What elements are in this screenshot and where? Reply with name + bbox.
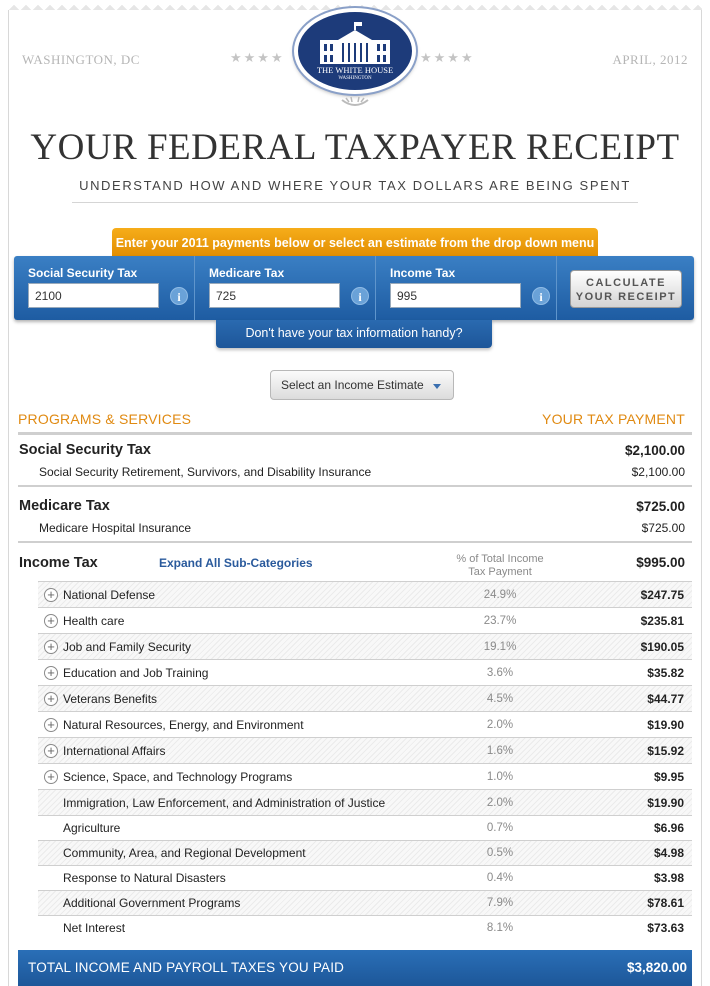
- category-name: Health care: [63, 613, 125, 628]
- category-amount: $3.98: [653, 871, 684, 885]
- social-security-section-amount: $2,100.00: [624, 443, 685, 458]
- percent-column-header: [438, 553, 562, 579]
- category-amount: $15.92: [647, 743, 684, 758]
- category-percent: 2.0%: [486, 796, 514, 809]
- total-bar: [18, 950, 692, 986]
- category-name: Net Interest: [63, 921, 126, 935]
- programs-column-header: PROGRAMS & SERVICES: [18, 411, 192, 427]
- category-percent: 0.5%: [486, 847, 514, 859]
- tax-input-bar: [14, 256, 694, 320]
- category-name: Science, Space, and Technology Programs: [63, 769, 293, 784]
- category-name: National Defense: [63, 587, 156, 602]
- category-amount: $247.75: [640, 587, 684, 602]
- category-percent: 8.1%: [486, 922, 514, 934]
- category-name: Additional Government Programs: [63, 896, 241, 910]
- category-percent: 1.6%: [486, 744, 514, 757]
- percent-header-line1: % of Total Income: [456, 553, 544, 565]
- income-estimate-select[interactable]: [270, 370, 454, 400]
- income-tax-field-group: [376, 256, 556, 320]
- location-label: WASHINGTON, DC: [22, 52, 140, 67]
- category-amount: $9.95: [653, 769, 684, 784]
- category-name: Agriculture: [63, 821, 121, 835]
- expand-plus-icon[interactable]: +: [44, 614, 58, 628]
- category-amount: $4.98: [653, 846, 684, 860]
- medicare-sub-amount: $725.00: [641, 521, 685, 535]
- medicare-sub-title: Medicare Hospital Insurance: [39, 521, 192, 535]
- expand-all-link[interactable]: Expand All Sub-Categories: [159, 556, 313, 570]
- category-row[interactable]: [38, 607, 692, 633]
- category-row[interactable]: [38, 763, 692, 789]
- category-row: [38, 890, 692, 915]
- category-percent: 3.6%: [486, 666, 514, 679]
- section-divider: [18, 541, 692, 543]
- category-row: [38, 865, 692, 890]
- expand-plus-icon[interactable]: +: [44, 588, 58, 602]
- social-security-sub-title: Social Security Retirement, Survivors, and Disability Insurance: [39, 465, 372, 479]
- category-row[interactable]: [38, 659, 692, 685]
- income-estimate-select-label: Select an Income Estimate: [281, 378, 424, 392]
- category-percent: 19.1%: [483, 640, 517, 653]
- payment-column-header: YOUR TAX PAYMENT: [542, 411, 685, 427]
- social-security-section-title: Social Security Tax: [19, 442, 151, 458]
- category-percent: 24.9%: [483, 588, 517, 601]
- category-row[interactable]: [38, 737, 692, 763]
- total-label: TOTAL INCOME AND PAYROLL TAXES YOU PAID: [28, 960, 345, 975]
- category-percent: 0.7%: [486, 822, 514, 834]
- social-security-label: Social Security Tax: [28, 266, 138, 280]
- laurel-icon: [294, 96, 416, 110]
- category-percent: 0.4%: [486, 872, 514, 884]
- social-security-field-group: [14, 256, 194, 320]
- stars-left-icon: ★★★★: [230, 50, 285, 65]
- category-percent: 23.7%: [483, 614, 517, 627]
- category-amount: $190.05: [640, 639, 684, 654]
- category-amount: $19.90: [647, 795, 684, 810]
- category-percent: 4.5%: [486, 692, 514, 705]
- field-divider: [556, 256, 557, 320]
- date-label: APRIL, 2012: [612, 52, 688, 67]
- category-percent: 1.0%: [486, 770, 514, 783]
- category-percent: 7.9%: [486, 897, 514, 909]
- expand-plus-icon[interactable]: +: [44, 744, 58, 758]
- medicare-section-amount: $725.00: [636, 499, 685, 514]
- stars-right-icon: ★★★★: [420, 50, 475, 65]
- social-security-input[interactable]: [28, 283, 159, 308]
- income-tax-section-amount: $995.00: [636, 555, 685, 570]
- subtitle-divider: [72, 202, 638, 203]
- instructions-banner: Enter your 2011 payments below or select an estimate from the drop down menu: [112, 228, 598, 258]
- expand-plus-icon[interactable]: +: [44, 718, 58, 732]
- category-name: Job and Family Security: [63, 639, 192, 654]
- medicare-field-group: [195, 256, 375, 320]
- social-security-sub-amount: $2,100.00: [631, 465, 685, 479]
- category-name: Community, Area, and Regional Development: [63, 846, 306, 860]
- category-amount: $78.61: [647, 896, 684, 910]
- medicare-section-title: Medicare Tax: [19, 498, 110, 514]
- social-security-info-icon[interactable]: i: [170, 287, 188, 305]
- category-name: Natural Resources, Energy, and Environment: [63, 717, 304, 732]
- percent-header-line2: Tax Payment: [468, 566, 532, 578]
- category-name: Veterans Benefits: [63, 691, 158, 706]
- income-tax-input[interactable]: [390, 283, 521, 308]
- category-row[interactable]: [38, 711, 692, 737]
- seal-title: THE WHITE HOUSE: [316, 65, 394, 75]
- category-row[interactable]: [38, 685, 692, 711]
- category-amount: $44.77: [647, 691, 684, 706]
- category-row[interactable]: [38, 633, 692, 659]
- category-row: [38, 915, 692, 940]
- category-row: [38, 789, 692, 815]
- total-amount: $3,820.00: [626, 960, 687, 975]
- category-amount: $6.96: [653, 821, 684, 835]
- medicare-input[interactable]: [209, 283, 340, 308]
- medicare-info-icon[interactable]: i: [351, 287, 369, 305]
- no-tax-info-tab[interactable]: Don't have your tax information handy?: [216, 320, 492, 348]
- category-name: Response to Natural Disasters: [63, 871, 226, 885]
- category-row: [38, 840, 692, 865]
- category-row[interactable]: [38, 581, 692, 607]
- category-name: Immigration, Law Enforcement, and Administration of Justice: [63, 795, 386, 810]
- income-tax-section-title: Income Tax: [19, 555, 98, 571]
- category-amount: $35.82: [647, 665, 684, 680]
- expand-plus-icon[interactable]: +: [44, 770, 58, 784]
- chevron-down-icon: [433, 384, 441, 389]
- income-tax-categories: [38, 581, 692, 940]
- calculate-button-line2: YOUR RECEIPT: [575, 291, 677, 303]
- expand-plus-icon[interactable]: +: [44, 666, 58, 680]
- white-house-seal: [294, 8, 416, 108]
- income-tax-label: Income Tax: [390, 266, 456, 280]
- section-divider: [18, 485, 692, 487]
- category-row: [38, 815, 692, 840]
- page-title: YOUR FEDERAL TAXPAYER RECEIPT: [30, 127, 680, 168]
- header-divider: [18, 432, 692, 435]
- expand-plus-icon[interactable]: +: [44, 692, 58, 706]
- income-tax-info-icon[interactable]: i: [532, 287, 550, 305]
- category-amount: $235.81: [640, 613, 684, 628]
- seal-subtitle: WASHINGTON: [338, 76, 372, 81]
- category-amount: $73.63: [647, 921, 684, 935]
- category-amount: $19.90: [647, 717, 684, 732]
- calculate-receipt-button[interactable]: [570, 270, 682, 308]
- expand-plus-icon[interactable]: +: [44, 640, 58, 654]
- category-name: International Affairs: [63, 743, 166, 758]
- category-percent: 2.0%: [486, 718, 514, 731]
- page-subtitle: UNDERSTAND HOW AND WHERE YOUR TAX DOLLARS ARE BEING SPENT: [79, 178, 631, 193]
- category-name: Education and Job Training: [63, 665, 209, 680]
- medicare-label: Medicare Tax: [209, 266, 285, 280]
- calculate-button-line1: CALCULATE: [586, 277, 666, 289]
